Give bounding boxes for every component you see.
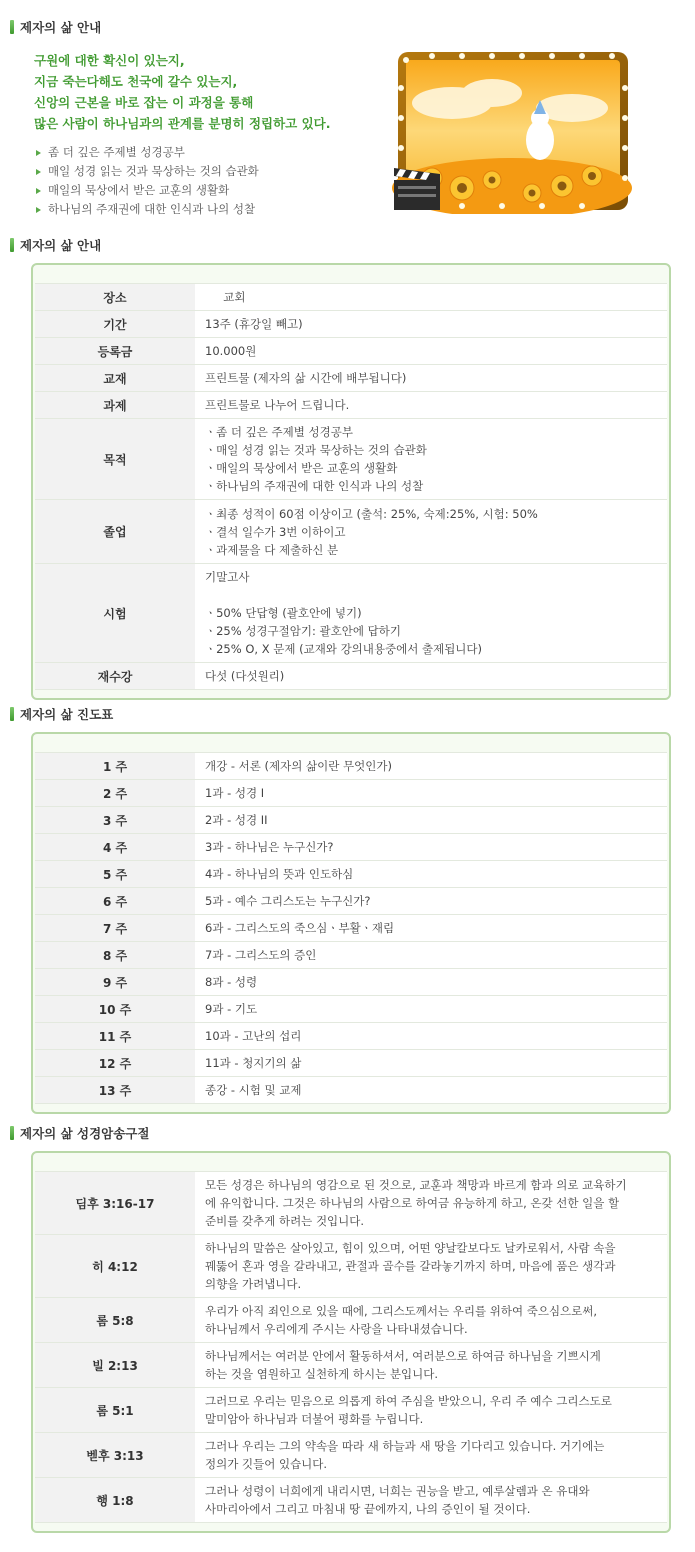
week-topic: 종강 - 시험 및 교제 [195,1077,667,1104]
week-label: 13 주 [35,1077,195,1104]
week-label: 3 주 [35,807,195,834]
row-label: 과제 [35,392,195,419]
table-row [35,969,667,996]
intro-headline [34,50,364,134]
row-label: 기간 [35,311,195,338]
week-topic: 9과 - 기도 [195,996,667,1023]
week-topic: 개강 - 서론 (제자의 삶이란 무엇인가) [195,753,667,780]
intro-line: 구원에 대한 확신이 있는지, [34,53,185,68]
intro-line: 지금 죽는다해도 천국에 갈수 있는지, [34,74,238,89]
table-row [35,663,667,690]
table-row [35,1343,667,1388]
verse-text: 하나님께서는 여러분 안에서 활동하셔서, 여러분으로 하여금 하나님을 기쁘시게 하는 것을 염원하고 실천하게 하시는 분입니다. [195,1343,667,1388]
verse-reference: 벧후 3:13 [35,1433,195,1478]
week-label: 8 주 [35,942,195,969]
table-row [35,996,667,1023]
guide-box [31,263,671,700]
verse-text: 하나님의 말씀은 살아있고, 힘이 있으며, 어떤 양날칼보다도 날카로워서, 사람 속을 꿰뚫어 혼과 영을 갈라내고, 관절과 골수를 갈라놓기까지 하며, 마음에 품은 생각과 의향을 가려냅니다. [195,1235,667,1298]
intro-bullet: 좀 더 깊은 주제별 성경공부 [36,143,366,162]
week-topic: 8과 - 성령 [195,969,667,996]
week-label: 1 주 [35,753,195,780]
week-topic: 10과 - 고난의 섭리 [195,1023,667,1050]
week-topic: 3과 - 하나님은 누구신가? [195,834,667,861]
table-row [35,392,667,419]
intro-title-text: 제자의 삶 안내 [20,20,102,35]
table-row [35,1077,667,1104]
table-row [35,564,667,663]
verse-text: 그러나 성령이 너희에게 내리시면, 너희는 권능을 받고, 예루살렘과 온 유대와 사마리아에서 그리고 마침내 땅 끝에까지, 나의 증인이 될 것이다. [195,1478,667,1523]
verse-text: 모든 성경은 하나님의 영감으로 된 것으로, 교훈과 책망과 바르게 함과 의로 교육하기 에 유익합니다. 그것은 하나님의 사람으로 하여금 유능하게 하고, 온갖 선한 일을 할 준비를 갖추게 하려는 것입니다. [195,1172,667,1235]
row-label: 등록금 [35,338,195,365]
table-row [35,1298,667,1343]
row-value: 프린트물 (제자의 삶 시간에 배부됩니다) [195,365,667,392]
section-marker-icon [10,20,14,34]
week-topic: 4과 - 하나님의 뜻과 인도하심 [195,861,667,888]
table-row [35,1433,667,1478]
row-label: 재수강 [35,663,195,690]
week-label: 6 주 [35,888,195,915]
verse-reference: 행 1:8 [35,1478,195,1523]
intro-bullet-list [36,143,366,219]
triangle-bullet-icon [36,150,41,156]
row-label: 목적 [35,419,195,500]
table-row [35,338,667,365]
table-row [35,753,667,780]
verse-reference: 히 4:12 [35,1235,195,1298]
row-value: 기말고사 ㆍ50% 단답형 (괄호안에 넣기) ㆍ25% 성경구절암기: 괄호안에 답하기 ㆍ25% O, X 문제 (교재와 강의내용중에서 출제됩니다) [195,564,667,663]
guide-table [35,283,667,690]
progress-table [35,752,667,1104]
row-value: ㆍ최종 성적이 60점 이상이고 (출석: 25%, 숙제:25%, 시험: 50% ㆍ결석 일수가 3번 이하이고 ㆍ과제물을 다 제출하신 분 [195,500,667,564]
table-row [35,1023,667,1050]
triangle-bullet-icon [36,169,41,175]
row-label: 교재 [35,365,195,392]
week-topic: 6과 - 그리스도의 죽으심ㆍ부활ㆍ재림 [195,915,667,942]
triangle-bullet-icon [36,188,41,194]
verse-reference: 딤후 3:16-17 [35,1172,195,1235]
progress-box [31,732,671,1114]
verses-title-text: 제자의 삶 성경암송구절 [20,1126,150,1141]
table-row [35,1478,667,1523]
week-label: 7 주 [35,915,195,942]
row-value: ㆍ좀 더 깊은 주제별 성경공부 ㆍ매일 성경 읽는 것과 묵상하는 것의 습관화 ㆍ매일의 묵상에서 받은 교훈의 생활화 ㆍ하나님의 주재권에 대한 인식과 나의 성찰 [195,419,667,500]
verse-text: 그러나 우리는 그의 약속을 따라 새 하늘과 새 땅을 기다리고 있습니다. 거기에는 정의가 깃들어 있습니다. [195,1433,667,1478]
week-label: 2 주 [35,780,195,807]
progress-title-text: 제자의 삶 진도표 [20,707,114,722]
row-label: 장소 [35,284,195,311]
section-marker-icon [10,238,14,252]
table-row [35,834,667,861]
table-row [35,942,667,969]
clapperboard-icon [394,168,440,210]
verse-text: 그러므로 우리는 믿음으로 의롭게 하여 주심을 받았으니, 우리 주 예수 그리스도로 말미암아 하나님과 더불어 평화를 누립니다. [195,1388,667,1433]
table-row [35,1388,667,1433]
intro-bullet: 하나님의 주재권에 대한 인식과 나의 성찰 [36,200,366,219]
week-label: 12 주 [35,1050,195,1077]
row-value: 교회 [195,284,667,311]
intro-bullet: 매일의 묵상에서 받은 교훈의 생활화 [36,181,366,200]
table-row [35,311,667,338]
section-marker-icon [10,1126,14,1140]
week-topic: 11과 - 청지기의 삶 [195,1050,667,1077]
row-value: 10.000원 [195,338,667,365]
week-label: 9 주 [35,969,195,996]
progress-section-title [10,705,113,723]
week-topic: 1과 - 성경 I [195,780,667,807]
table-row [35,807,667,834]
verses-box [31,1151,671,1533]
table-row [35,915,667,942]
intro-line: 신앙의 근본을 바로 잡는 이 과정을 통해 [34,95,254,110]
week-topic: 2과 - 성경 II [195,807,667,834]
week-topic: 7과 - 그리스도의 증인 [195,942,667,969]
row-label: 졸업 [35,500,195,564]
verses-section-title [10,1124,149,1142]
table-row [35,500,667,564]
intro-bullet: 매일 성경 읽는 것과 묵상하는 것의 습관화 [36,162,366,181]
row-value: 다섯 (다섯원리) [195,663,667,690]
table-row [35,861,667,888]
table-row [35,365,667,392]
section-marker-icon [10,707,14,721]
table-row [35,1172,667,1235]
week-label: 10 주 [35,996,195,1023]
guide-title-text: 제자의 삶 안내 [20,238,102,253]
week-label: 4 주 [35,834,195,861]
table-row [35,284,667,311]
week-label: 11 주 [35,1023,195,1050]
row-value: 프린트물로 나누어 드립니다. [195,392,667,419]
week-label: 5 주 [35,861,195,888]
table-row [35,419,667,500]
row-label: 시험 [35,564,195,663]
row-value: 13주 (휴강일 빼고) [195,311,667,338]
verse-text: 우리가 아직 죄인으로 있을 때에, 그리스도께서는 우리를 위하여 죽으심으로써, 하나님께서 우리에게 주시는 사랑을 나타내셨습니다. [195,1298,667,1343]
table-row [35,888,667,915]
verses-table [35,1171,667,1523]
table-row [35,1235,667,1298]
table-row [35,780,667,807]
table-row [35,1050,667,1077]
guide-section-title [10,236,101,254]
intro-line: 많은 사람이 하나님과의 관계를 분명히 정립하고 있다. [34,116,331,131]
intro-section-title [10,18,101,36]
verse-reference: 빌 2:13 [35,1343,195,1388]
verse-reference: 롬 5:8 [35,1298,195,1343]
week-topic: 5과 - 예수 그리스도는 누구신가? [195,888,667,915]
sunflower-frame-illustration [392,48,632,214]
triangle-bullet-icon [36,207,41,213]
verse-reference: 롬 5:1 [35,1388,195,1433]
